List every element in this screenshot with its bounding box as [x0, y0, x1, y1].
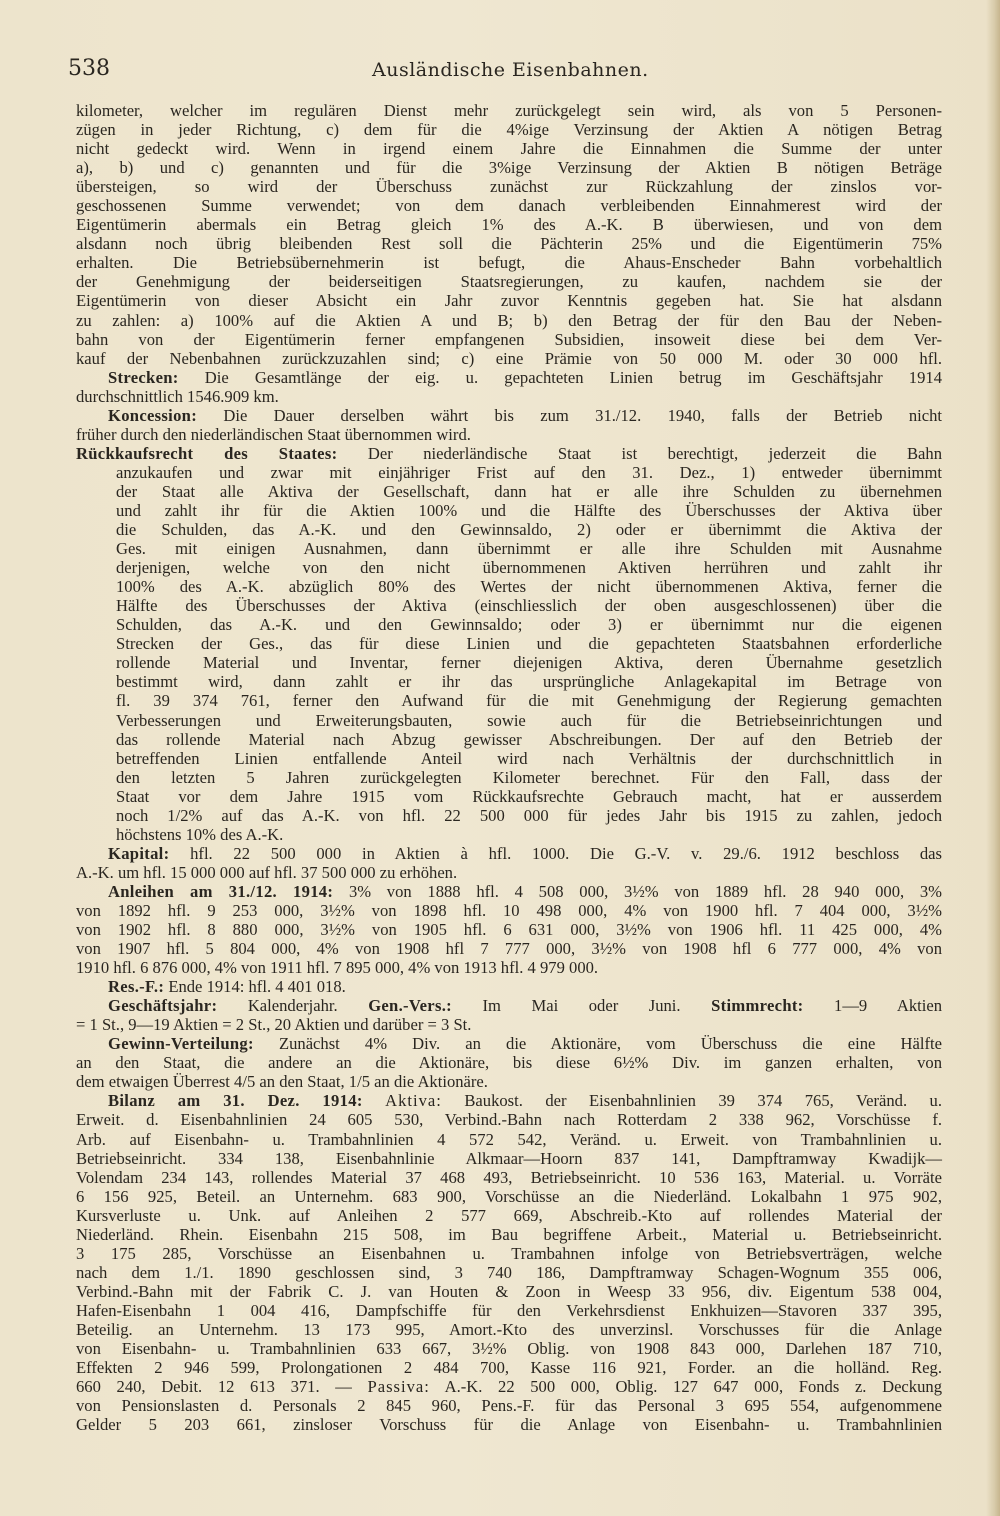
text-run: Hafen-Eisenbahn 1 004 416, Dampfschiffe für den Verkehrsdienst Enkhuizen—Stavoren 337 395,	[76, 1300, 942, 1320]
text-run: Hälfte des Überschusses der Aktiva (einschliesslich der oben ausgeschlossenen) über die	[116, 596, 942, 616]
text-run: A.-K. 22 500 000, Oblig. 127 647 000, Fonds z. Deckung	[429, 1377, 942, 1397]
text-line	[76, 806, 942, 825]
section-label: Anleihen am 31./12. 1914:	[108, 881, 334, 901]
text-run: von 1902 hfl. 8 880 000, 3½% von 1905 hfl. 6 631 000, 3½% von 1906 hfl. 11 425 000, 4%	[76, 920, 942, 940]
text-run: fl. 39 374 761, ferner den Aufwand für die mit Genehmigung der Regierung gemachten	[116, 691, 942, 711]
text-run: hfl. 22 500 000 in Aktien à hfl. 1000. Die G.-V. v. 29./6. 1912 beschloss das	[169, 843, 942, 863]
text-line	[76, 387, 942, 406]
page-header	[68, 56, 938, 86]
text-run: die Schulden, das A.-K. und den Gewinnsaldo, 2) oder er übernimmt die Aktiva der	[116, 520, 942, 540]
text-line	[76, 749, 942, 768]
text-line	[76, 730, 942, 749]
text-line	[76, 863, 942, 882]
text-line	[76, 1282, 942, 1301]
text-line	[76, 615, 942, 634]
text-line	[76, 215, 942, 234]
text-line	[76, 1244, 942, 1263]
text-line	[76, 311, 942, 330]
text-run: Baukost. der Eisenbahnlinien 39 374 765, Veränd. u.	[441, 1091, 942, 1111]
running-title: Ausländische Eisenbahnen.	[372, 59, 649, 81]
text-run: Niederländ. Rhein. Eisenbahn 215 508, im Bau begriffene Arbeit., Material u. Betriebseinricht.	[76, 1224, 942, 1244]
text-run: Effekten 2 946 599, Prolongationen 2 484 700, Kasse 116 921, Forder. an die holländ. Reg.	[76, 1358, 942, 1378]
text-line	[76, 444, 942, 463]
text-line	[76, 501, 942, 520]
text-line	[76, 939, 942, 958]
text-run: 6 156 925, Beteil. an Unternehm. 683 900, Vorschüsse an die Niederländ. Lokalbahn 1 975 902,	[76, 1186, 942, 1206]
text-line	[76, 787, 942, 806]
text-line	[76, 596, 942, 615]
text-run: Aktiva:	[385, 1091, 442, 1111]
text-line	[76, 672, 942, 691]
text-run: Eigentümerin abermals ein Betrag gleich 1% des A.-K. B überwiesen, und von dem	[76, 215, 942, 235]
text-run: früher durch den niederländischen Staat übernommen wird.	[76, 424, 471, 444]
section-label: Strecken:	[108, 367, 179, 387]
text-run: Staat vor dem Jahre 1915 vom Rückkaufsrechte Gebrauch macht, hat er ausserdem	[116, 786, 942, 806]
text-line	[76, 634, 942, 653]
text-run: von Eisenbahn- u. Trambahnlinien 633 667, 3½% Oblig. von 1908 843 000, Darlehen 187 710,	[76, 1339, 942, 1359]
text-line	[76, 1415, 942, 1434]
section-label: Kapital:	[108, 843, 170, 863]
text-run: anzukaufen und zwar mit einjähriger Frist auf den 31. Dez., 1) entweder übernimmt	[116, 462, 942, 482]
text-line	[76, 577, 942, 596]
text-run: rollende Material und Inventar, ferner diejenigen Aktiva, deren Übernahme gesetzlich	[116, 653, 942, 673]
text-line	[76, 1358, 942, 1377]
text-run: noch 1/2% auf das A.-K. von hfl. 22 500 000 für jedes Jahr bis 1915 zu zahlen, jedoch	[116, 805, 942, 825]
text-run: 1910 hfl. 6 876 000, 4% von 1911 hfl. 7 895 000, 4% von 1913 hfl. 4 979 000.	[76, 958, 599, 978]
text-line	[76, 101, 942, 120]
text-line	[76, 158, 942, 177]
text-run: Betriebseinricht. 334 138, Eisenbahnlinie Alkmaar—Hoorn 837 141, Dampftramway Kwadijk—	[76, 1148, 942, 1168]
text-line	[76, 1015, 942, 1034]
text-run: Erweit. d. Eisenbahnlinien 24 605 530, Verbind.-Bahn nach Rotterdam 2 338 962, Vorschüsse f.	[76, 1110, 942, 1130]
text-run: 3 175 285, Vorschüsse an Eisenbahnen u. Trambahnen infolge von Betriebsverträgen, welche	[76, 1243, 942, 1263]
text-line	[76, 291, 942, 310]
text-line	[76, 1301, 942, 1320]
text-line	[76, 120, 942, 139]
text-line	[76, 1396, 942, 1415]
text-run: Kalenderjahr.	[217, 996, 369, 1016]
text-line	[76, 1053, 942, 1072]
text-line	[76, 520, 942, 539]
text-line	[76, 768, 942, 787]
section-label: Stimmrecht:	[711, 996, 804, 1016]
text-run: Kursverluste u. Unk. auf Anleihen 2 577 669, Abschreib.-Kto auf rollendes Material der	[76, 1205, 942, 1225]
section-label: Koncession:	[108, 405, 198, 425]
text-line	[76, 1187, 942, 1206]
text-run: = 1 St., 9—19 Aktien = 2 St., 20 Aktien und darüber = 3 St.	[76, 1015, 472, 1035]
text-run: Die Gesamtlänge der eig. u. gepachteten Linien betrug im Geschäftsjahr 1914	[178, 367, 942, 387]
text-run: durchschnittlich 1546.909 km.	[76, 386, 279, 406]
text-run: Strecken der Ges., das für diese Linien und die gepachteten Staatsbahnen erforderliche	[116, 634, 942, 654]
text-run: von 1892 hfl. 9 253 000, 3½% von 1898 hfl. 10 498 000, 4% von 1900 hfl. 7 404 000, 3½%	[76, 900, 942, 920]
text-line	[76, 1072, 942, 1091]
text-run: Der niederländische Staat ist berechtigt, jederzeit die Bahn	[337, 443, 942, 463]
text-line	[76, 653, 942, 672]
text-run: Schulden, das A.-K. und den Gewinnsaldo; oder 3) er übernimmt nur die eigenen	[116, 615, 942, 635]
text-line	[76, 349, 942, 368]
text-run: Ges. mit einigen Ausnahmen, dann übernimmt er alle ihre Schulden mit Ausnahme	[116, 539, 942, 559]
body-text	[76, 101, 942, 1434]
text-line	[76, 177, 942, 196]
text-line	[76, 844, 942, 863]
text-run: erhalten. Die Betriebsübernehmerin ist befugt, die Ahaus-Enscheder Bahn vorbehaltlich	[76, 253, 942, 273]
text-line	[76, 272, 942, 291]
text-line	[76, 1149, 942, 1168]
text-run: Verbind.-Bahn mit der Fabrik C. J. van Houten & Zoon in Weesp 33 956, div. Eigentum 538 004,	[76, 1281, 942, 1301]
text-run: Beteilig. an Unternehm. 13 173 995, Amort.-Kto des unverzinsl. Vorschusses für die Anlage	[76, 1320, 942, 1339]
text-run: Verbesserungen und Erweiterungsbauten, sowie auch für die Betriebseinrichtungen und	[116, 710, 942, 730]
text-line	[76, 691, 942, 710]
text-run: von Pensionslasten d. Personals 2 845 960, Pens.-F. für das Personal 3 695 554, aufgenommene	[76, 1396, 942, 1416]
text-line	[76, 958, 942, 977]
text-run: 3% von 1888 hfl. 4 508 000, 3½% von 1889 hfl. 28 940 000, 3%	[333, 881, 942, 901]
text-run: den letzten 5 Jahren zurückgelegten Kilometer berechnet. Für den Fall, dass der	[116, 767, 942, 787]
text-run: bahn von der Eigentümerin ferner empfangenen Subsidien, insoweit diese bei dem Ver-	[76, 329, 942, 349]
text-run: Gelder 5 203 661, zinsloser Vorschuss für die Anlage von Eisenbahn- u. Trambahnlinien	[76, 1415, 942, 1435]
text-run: das rollende Material nach Abzug gewisser Abschreibungen. Der auf den Betrieb der	[116, 729, 942, 749]
text-line	[76, 330, 942, 349]
text-line	[76, 996, 942, 1015]
text-line	[76, 920, 942, 939]
text-run: Die Dauer derselben währt bis zum 31./12. 1940, falls der Betrieb nicht	[197, 405, 942, 425]
section-label: Rückkaufsrecht des Staates:	[76, 443, 338, 463]
text-line	[76, 1091, 942, 1110]
text-run: nach dem 1./1. 1890 geschlossen sind, 3 740 186, Dampftramway Schagen-Wognum 355 006,	[76, 1262, 942, 1282]
text-line	[76, 463, 942, 482]
section-label: Gewinn-Verteilung:	[108, 1034, 254, 1054]
text-run: Eigentümerin von dieser Absicht ein Jahr zuvor Kenntnis gegeben hat. Sie hat alsdann	[76, 291, 942, 311]
text-run: alsdann noch übrig bleibenden Rest soll die Pächterin 25% und die Eigentümerin 75%	[76, 234, 942, 254]
text-run: A.-K. um hfl. 15 000 000 auf hfl. 37 500 000 zu erhöhen.	[76, 862, 458, 882]
text-line	[76, 1034, 942, 1053]
text-run: höchstens 10% des A.-K.	[116, 824, 284, 844]
text-run: 100% des A.-K. abzüglich 80% des Wertes der nicht übernommenen Aktiva, ferner die	[116, 577, 942, 597]
page-number: 538	[68, 56, 110, 81]
text-run: übersteigen, so wird der Überschuss zunächst zur Rückzahlung der zinslos vor-	[76, 177, 942, 197]
text-run: Arb. auf Eisenbahn- u. Trambahnlinien 4 572 542, Veränd. u. Erweit. von Trambahnlinien u.	[76, 1129, 942, 1149]
text-line	[76, 711, 942, 730]
text-line	[76, 1225, 942, 1244]
text-run: nicht gedeckt wird. Wenn in irgend einem Jahre die Einnahmen die Summe der unter	[76, 139, 942, 159]
text-line	[76, 1320, 942, 1339]
section-label: Res.-F.:	[108, 977, 165, 997]
text-line	[76, 1168, 942, 1187]
text-run: an den Staat, die andere an die Aktionäre, bis diese 6½% Div. im ganzen erhalten, von	[76, 1053, 942, 1073]
text-line	[76, 882, 942, 901]
text-line	[76, 368, 942, 387]
text-line	[76, 482, 942, 501]
text-run: dem etwaigen Überrest 4/5 an den Staat, 1/5 an die Aktionäre.	[76, 1072, 488, 1092]
text-line	[76, 139, 942, 158]
text-line	[76, 234, 942, 253]
section-label: Bilanz am 31. Dez. 1914:	[108, 1091, 363, 1111]
text-run: Volendam 234 143, rollendes Material 37 468 493, Betriebseinricht. 10 536 163, Material. u. Vorräte	[76, 1167, 942, 1187]
text-line	[76, 406, 942, 425]
section-label: Gen.-Vers.:	[368, 996, 452, 1016]
text-line	[76, 977, 942, 996]
text-run: zügen in jeder Richtung, c) dem für die 4%ige Verzinsung der Aktien A nötigen Betrag	[76, 120, 942, 140]
text-line	[76, 1110, 942, 1129]
text-line	[76, 825, 942, 844]
text-run: von 1907 hfl. 5 804 000, 4% von 1908 hfl 7 777 000, 3½% von 1908 hfl 6 777 000, 4% von	[76, 939, 942, 959]
text-run: betreffenden Linien entfallende Anteil wird nach Verhältnis der durchschnittlich in	[116, 748, 942, 768]
text-run: der Genehmigung der beiderseitigen Staatsregierungen, zu kaufen, nachdem sie der	[76, 272, 942, 292]
text-run: zu zahlen: a) 100% auf die Aktien A und B; b) den Betrag der für den Bau der Neben-	[76, 310, 942, 330]
text-run: Passiva:	[367, 1377, 430, 1397]
text-run: und zahlt ihr für die Aktien 100% und die Hälfte des Überschusses der Aktiva über	[116, 500, 942, 520]
text-run: Im Mai oder Juni.	[451, 996, 712, 1016]
text-run: derjenigen, welche von den nicht übernommenen Aktiven herrühren und zahlt ihr	[116, 558, 942, 578]
text-line	[76, 196, 942, 215]
text-run: kauf der Nebenbahnen zurückzuzahlen sind; c) eine Prämie von 50 000 M. oder 30 000 hfl.	[76, 348, 942, 368]
page-edge-shadow	[986, 0, 1000, 1516]
text-line	[76, 558, 942, 577]
text-run: bestimmt wird, dann zahlt er ihr das ursprüngliche Anlagekapital im Betrage von	[116, 672, 942, 692]
text-run: kilometer, welcher im regulären Dienst mehr zurückgelegt sein wird, als von 5 Personen-	[76, 101, 942, 120]
text-line	[76, 1339, 942, 1358]
text-run	[363, 1091, 385, 1110]
text-run: 660 240, Debit. 12 613 371. —	[76, 1377, 368, 1397]
text-line	[76, 901, 942, 920]
text-run: Ende 1914: hfl. 4 401 018.	[164, 977, 346, 997]
text-line	[76, 253, 942, 272]
text-line	[76, 539, 942, 558]
text-line	[76, 1377, 942, 1396]
text-run: a), b) und c) genannten und für die 3%ige Verzinsung der Aktien B nötigen Beträge	[76, 158, 942, 178]
text-line	[76, 1130, 942, 1149]
text-run: der Staat alle Aktiva der Gesellschaft, dann hat er alle ihre Schulden zu übernehmen	[116, 481, 942, 501]
text-run: geschossenen Summe verwendet; von dem danach verbleibenden Einnahmerest wird der	[76, 196, 942, 216]
text-line	[76, 1206, 942, 1225]
text-line	[76, 425, 942, 444]
section-label: Geschäftsjahr:	[108, 996, 218, 1016]
text-run: 1—9 Aktien	[803, 996, 942, 1016]
text-line	[76, 1263, 942, 1282]
text-run: Zunächst 4% Div. an die Aktionäre, vom Überschuss die eine Hälfte	[253, 1034, 942, 1054]
